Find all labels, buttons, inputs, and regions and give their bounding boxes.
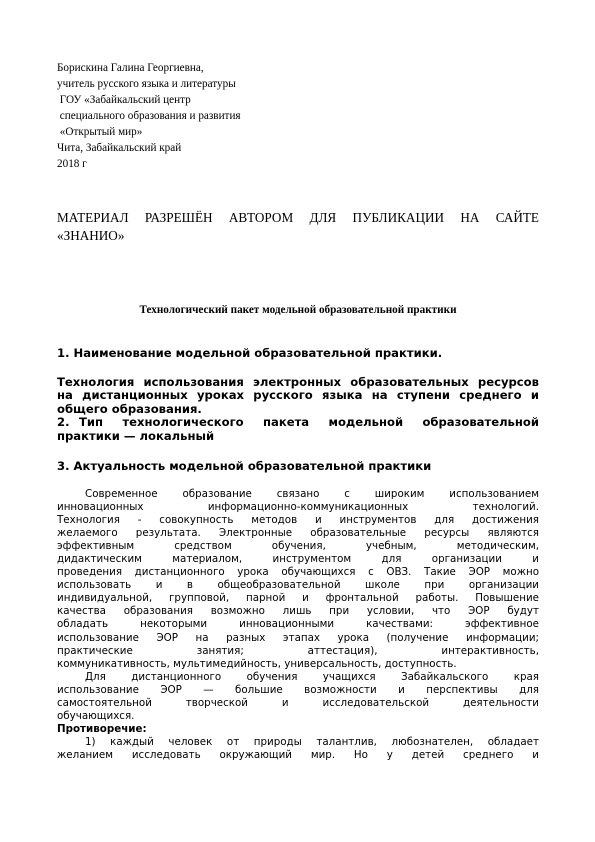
body-line: обучающихся. <box>57 709 135 722</box>
section-3-heading: 3. Актуальность модельной образовательной практики <box>57 459 432 473</box>
body-line: индивидуальной, групповой, парной и фронтальной работы. Повышение <box>57 592 539 605</box>
section-3-body <box>57 488 539 762</box>
body-line: использование ЭОР — большие возможности и перспективы для <box>57 683 539 696</box>
author-organization-line-1: ГОУ «Забайкальский центр <box>57 94 191 106</box>
author-position: учитель русского языка и литературы <box>57 78 236 90</box>
body-line: практические занятия; аттестация), интерактивность, <box>57 644 539 657</box>
body-line: дидактическим материалом, инструментом для организации и <box>57 553 539 566</box>
body-line: инновационных информационно-коммуникационных технологий. <box>57 501 539 514</box>
technology-line-3: общего образования. <box>57 401 202 416</box>
body-line: самостоятельной творческой и исследовательской деятельности <box>57 696 539 709</box>
section-2-line-2: практики — локальный <box>57 428 215 443</box>
author-location: Чита, Забайкальский край <box>57 142 182 154</box>
section-2-heading <box>57 416 539 429</box>
body-line: желанием исследовать окружающий мир. Но у детей среднего и <box>57 748 539 761</box>
body-line: использовать и в общеобразовательной школе при организации <box>57 579 539 592</box>
body-line: качества образования возможно лишь при условии, что ЭОР будут <box>57 605 539 618</box>
body-line: желаемого результата. Электронные образовательные ресурсы являются <box>57 527 539 540</box>
body-line: эффективным средством обучения, учебным, методическим, <box>57 540 539 553</box>
body-line: Современное образование связано с широким использованием <box>85 488 539 500</box>
body-line: Для дистанционного обучения учащихся Забайкальского края <box>85 670 539 683</box>
body-line: коммуникативность, мультимедийность, универсальность, доступность. <box>57 657 457 670</box>
author-year: 2018 г <box>57 158 87 170</box>
body-line: Технология - совокупность методов и инструментов для достижения <box>57 514 539 527</box>
document-title: Технологический пакет модельной образовательной практики <box>139 304 457 316</box>
author-name: Борискина Галина Георгиевна, <box>57 62 204 74</box>
body-line: 1) каждый человек от природы талантлив, любознателен, обладает <box>85 735 539 748</box>
author-block <box>57 60 241 172</box>
publication-notice <box>57 209 539 245</box>
author-organization-line-3: «Открытый мир» <box>57 126 143 138</box>
contradiction-label: Противоречие: <box>57 722 147 735</box>
section-2-line-1: Тип технологического пакета модельной образовательной <box>79 415 539 430</box>
author-organization-line-2: специального образования и развития <box>57 110 241 122</box>
body-line: проведения дистанционного урока обучающихся с ОВЗ. Такие ЭОР можно <box>57 566 539 579</box>
body-line: обладать некоторыми инновационными качествами: эффективное <box>57 618 539 631</box>
section-2-number: 2. <box>57 415 70 430</box>
technology-line-2: на дистанционных уроках русского языка на ступени среднего и <box>57 388 539 403</box>
body-line: использование ЭОР на разных этапах урока (получение информации; <box>57 631 539 644</box>
technology-line-1: Технология использования электронных образовательных ресурсов <box>57 375 539 389</box>
notice-line-1: МАТЕРИАЛ РАЗРЕШЁН АВТОРОМ ДЛЯ ПУБЛИКАЦИИ НА САЙТЕ <box>57 210 539 225</box>
notice-line-2: «ЗНАНИО» <box>57 228 125 243</box>
section-1-heading: 1. Наименование модельной образовательной практики. <box>57 346 443 360</box>
technology-name-block <box>57 376 539 443</box>
